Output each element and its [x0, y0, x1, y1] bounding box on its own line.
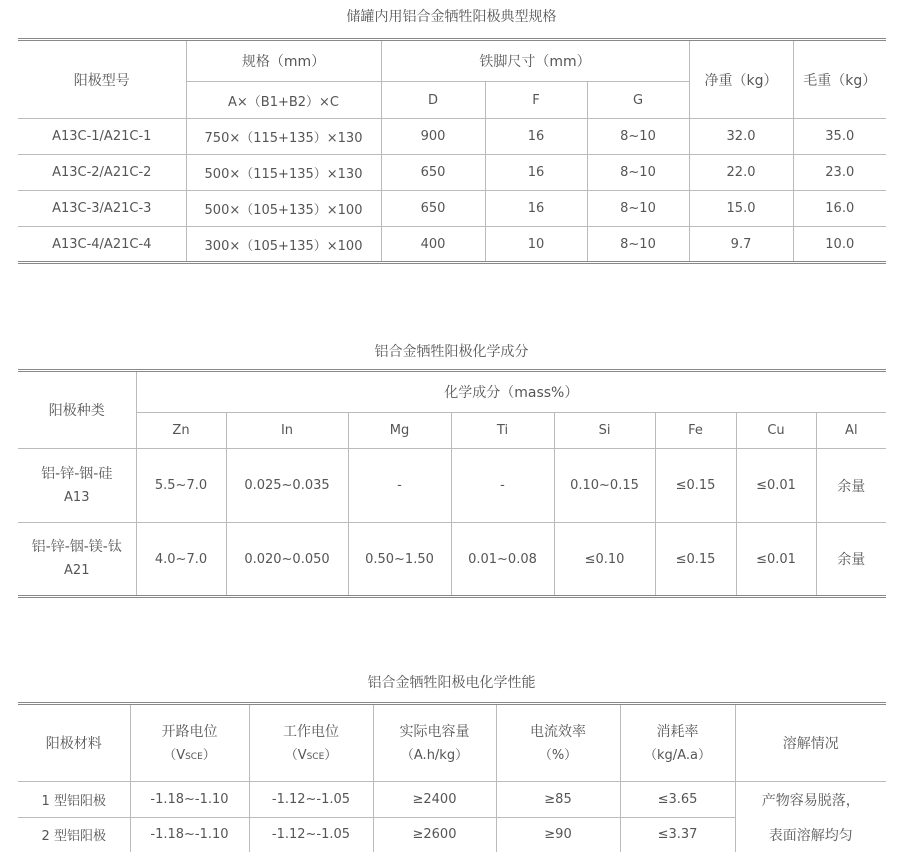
cell-spec: 500×（105+135）×100	[186, 191, 381, 227]
cell-gross: 35.0	[793, 119, 886, 155]
cell-spec: 300×（105+135）×100	[186, 227, 381, 263]
header-element: Ti	[451, 413, 554, 449]
cell-net: 32.0	[689, 119, 793, 155]
cell-f: 16	[485, 119, 587, 155]
unit-text: （V	[284, 747, 307, 763]
table-row	[18, 782, 886, 818]
cell-model: A13C-2/A21C-2	[18, 155, 186, 191]
header-current-efficiency	[496, 704, 620, 782]
header-element: Al	[816, 413, 886, 449]
header-net-weight: 净重（kg）	[689, 40, 793, 119]
cell-material: 1 型铝阳极	[18, 782, 130, 818]
header-open-circuit-potential	[130, 704, 249, 782]
cell-gross: 10.0	[793, 227, 886, 263]
header-dissolution: 溶解情况	[735, 704, 886, 782]
header-model: 阳极型号	[18, 40, 186, 119]
cell-model: A13C-1/A21C-1	[18, 119, 186, 155]
table3-title: 铝合金牺牲阳极电化学性能	[367, 675, 536, 691]
cell-d: 400	[381, 227, 485, 263]
cell-value: 0.50~1.50	[348, 523, 451, 597]
header-spec: 规格（mm）	[186, 40, 381, 82]
table1-title: 储罐内用铝合金牺牲阳极典型规格	[346, 9, 557, 25]
header-f: F	[485, 82, 587, 119]
cell-value: -	[451, 449, 554, 523]
cell-consumption: ≤3.37	[620, 818, 735, 852]
header-element: Mg	[348, 413, 451, 449]
header-element: Si	[554, 413, 655, 449]
cell-value: ≤0.15	[655, 449, 736, 523]
cell-value: 4.0~7.0	[136, 523, 226, 597]
cell-d: 650	[381, 191, 485, 227]
unit-subscript: SCE	[185, 751, 203, 762]
cell-d: 650	[381, 155, 485, 191]
header-actual-capacity	[373, 704, 496, 782]
anode-type-code: A13	[64, 489, 90, 505]
table2-title: 铝合金牺牲阳极化学成分	[374, 344, 529, 360]
cell-g: 8~10	[587, 227, 689, 263]
cell-capacity: ≥2400	[373, 782, 496, 818]
cell-working-potential: -1.12~-1.05	[249, 818, 373, 852]
anode-type-code: A21	[64, 563, 90, 578]
header-foot-size: 铁脚尺寸（mm）	[381, 40, 689, 82]
cell-capacity: ≥2600	[373, 818, 496, 852]
spec-table	[18, 38, 886, 264]
cell-material: 2 型铝阳极	[18, 818, 130, 852]
table-row	[18, 449, 886, 523]
cell-anode-type	[18, 523, 136, 597]
header-element: In	[226, 413, 348, 449]
cell-gross: 16.0	[793, 191, 886, 227]
electrochemical-table	[18, 702, 886, 852]
cell-f: 16	[485, 155, 587, 191]
cell-dissolution: 表面溶解均匀	[735, 818, 886, 852]
header-gross-weight: 毛重（kg）	[793, 40, 886, 119]
cell-consumption: ≤3.65	[620, 782, 735, 818]
table-row	[18, 818, 886, 852]
cell-ocp: -1.18~-1.10	[130, 782, 249, 818]
header-unit	[250, 745, 373, 768]
cell-net: 9.7	[689, 227, 793, 263]
header-consumption-rate	[620, 704, 735, 782]
cell-g: 8~10	[587, 191, 689, 227]
header-unit	[131, 745, 249, 768]
anode-type-name: 铝-锌-铟-镁-钛	[31, 539, 122, 555]
cell-value: 0.020~0.050	[226, 523, 348, 597]
cell-value: ≤0.10	[554, 523, 655, 597]
cell-spec: 750×（115+135）×130	[186, 119, 381, 155]
header-element: Cu	[736, 413, 816, 449]
cell-gross: 23.0	[793, 155, 886, 191]
header-anode-material: 阳极材料	[18, 704, 130, 782]
cell-value: -	[348, 449, 451, 523]
header-anode-type: 阳极种类	[18, 371, 136, 449]
cell-g: 8~10	[587, 155, 689, 191]
unit-text: ）	[324, 747, 338, 763]
chemical-composition-table	[18, 369, 886, 598]
header-spec-formula: A×（B1+B2）×C	[186, 82, 381, 119]
header-d: D	[381, 82, 485, 119]
header-unit: （kg/A.a）	[644, 748, 711, 763]
table-row	[18, 227, 886, 263]
header-g: G	[587, 82, 689, 119]
table-row	[18, 155, 886, 191]
table-row	[18, 191, 886, 227]
anode-type-name: 铝-锌-铟-硅	[41, 465, 113, 482]
cell-value: ≤0.01	[736, 523, 816, 597]
header-unit: （A.h/kg）	[400, 748, 469, 763]
header-element: Zn	[136, 413, 226, 449]
cell-f: 16	[485, 191, 587, 227]
cell-model: A13C-3/A21C-3	[18, 191, 186, 227]
header-working-potential	[249, 704, 373, 782]
unit-text: ）	[202, 747, 216, 763]
cell-value: 5.5~7.0	[136, 449, 226, 523]
table-row	[18, 523, 886, 597]
cell-value: 余量	[816, 523, 886, 597]
cell-value: 0.025~0.035	[226, 449, 348, 523]
cell-net: 15.0	[689, 191, 793, 227]
cell-anode-type	[18, 449, 136, 523]
header-label: 电流效率	[530, 724, 586, 740]
header-label: 消耗率	[656, 724, 699, 740]
table-row	[18, 119, 886, 155]
cell-efficiency: ≥90	[496, 818, 620, 852]
header-label: 实际电容量	[399, 724, 470, 740]
cell-ocp: -1.18~-1.10	[130, 818, 249, 852]
cell-f: 10	[485, 227, 587, 263]
unit-subscript: SCE	[306, 751, 325, 762]
cell-g: 8~10	[587, 119, 689, 155]
cell-value: ≤0.15	[655, 523, 736, 597]
unit-text: （V	[163, 747, 186, 763]
header-label: 工作电位	[283, 723, 339, 740]
header-chemical-composition: 化学成分（mass%）	[136, 371, 886, 413]
cell-spec: 500×（115+135）×130	[186, 155, 381, 191]
cell-efficiency: ≥85	[496, 782, 620, 818]
cell-model: A13C-4/A21C-4	[18, 227, 186, 263]
cell-value: ≤0.01	[736, 449, 816, 523]
cell-value: 余量	[816, 449, 886, 523]
cell-value: 0.01~0.08	[451, 523, 554, 597]
cell-value: 0.10~0.15	[554, 449, 655, 523]
header-element: Fe	[655, 413, 736, 449]
cell-working-potential: -1.12~-1.05	[249, 782, 373, 818]
cell-net: 22.0	[689, 155, 793, 191]
cell-dissolution: 产物容易脱落，	[735, 782, 886, 818]
cell-d: 900	[381, 119, 485, 155]
header-unit: （%）	[538, 748, 578, 763]
header-label: 开路电位	[161, 723, 218, 740]
